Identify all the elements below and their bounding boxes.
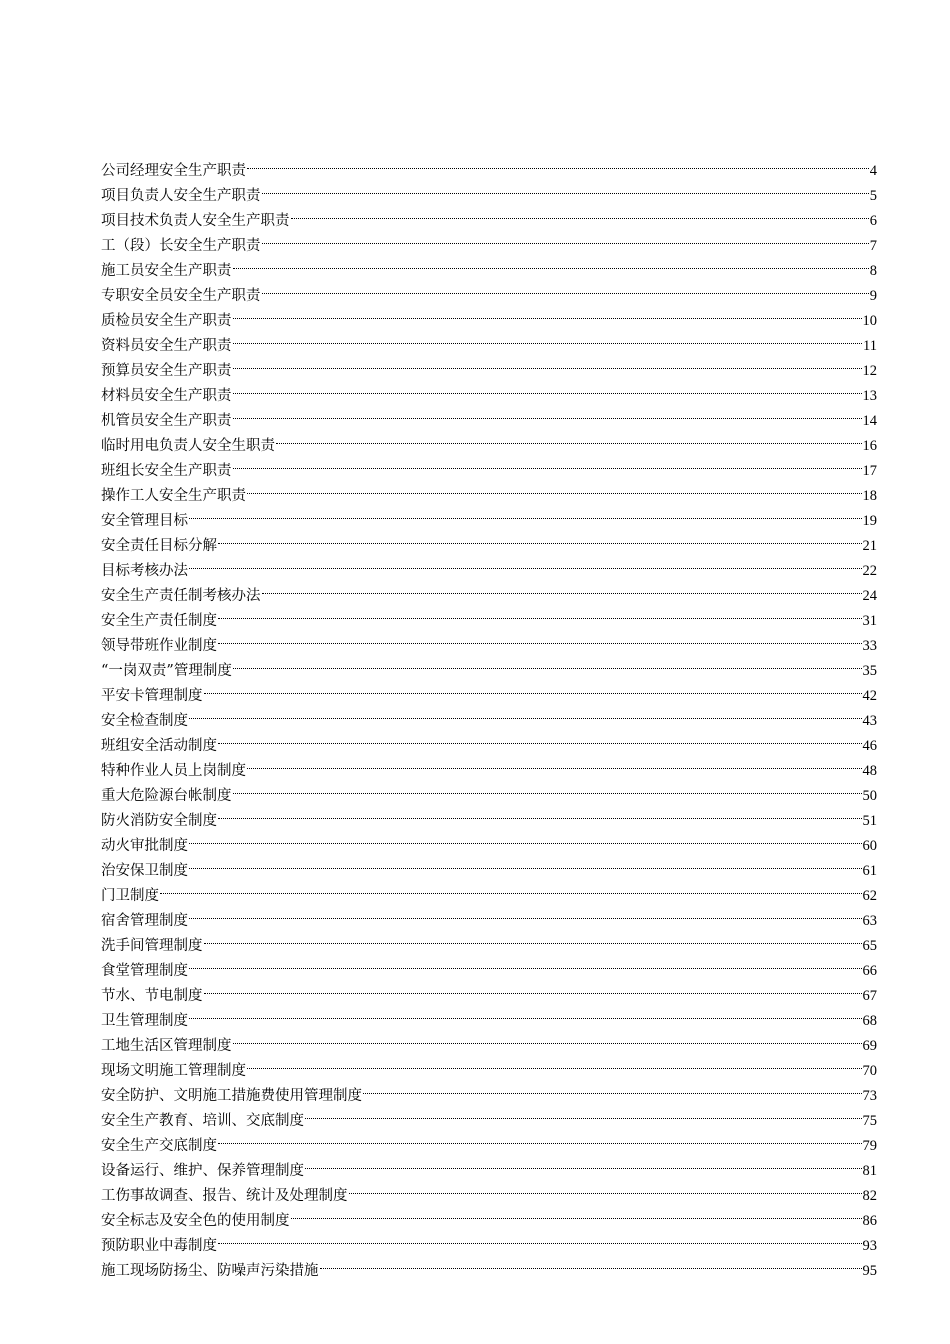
toc-dot-leader [262, 225, 869, 250]
toc-dot-leader [262, 275, 869, 300]
toc-entry-title: 质检员安全生产职责 [101, 313, 232, 329]
toc-dot-leader [189, 1000, 862, 1025]
toc-entry-title: 材料员安全生产职责 [101, 388, 232, 404]
toc-entry-title: 特种作业人员上岗制度 [101, 763, 246, 779]
toc-entry-title: 工（段）长安全生产职责 [101, 238, 261, 254]
toc-entry-page-number: 61 [862, 863, 877, 879]
toc-entry-title: 设备运行、维护、保养管理制度 [101, 1163, 304, 1179]
toc-entry-title: 机管员安全生产职责 [101, 413, 232, 429]
toc-entry-title: 预防职业中毒制度 [101, 1238, 217, 1254]
toc-entry[interactable] [101, 925, 877, 954]
toc-dot-leader [233, 250, 869, 275]
toc-entry-page-number: 24 [862, 588, 877, 604]
toc-entry-page-number: 35 [862, 663, 877, 679]
toc-entry[interactable] [101, 1250, 877, 1279]
toc-dot-leader [204, 975, 862, 1000]
toc-dot-leader [218, 625, 862, 650]
toc-entry[interactable] [101, 825, 877, 854]
toc-entry-page-number: 66 [862, 963, 877, 979]
toc-dot-leader [349, 1175, 862, 1200]
toc-dot-leader [363, 1075, 862, 1100]
toc-entry[interactable] [101, 975, 877, 1004]
toc-entry[interactable] [101, 1000, 877, 1029]
toc-entry-title: 安全标志及安全色的使用制度 [101, 1213, 290, 1229]
toc-entry-title: 目标考核办法 [101, 563, 188, 579]
toc-dot-leader [276, 425, 862, 450]
toc-entry-page-number: 19 [862, 513, 877, 529]
toc-entry[interactable] [101, 525, 877, 554]
toc-entry-title: 工地生活区管理制度 [101, 1038, 232, 1054]
toc-entry[interactable] [101, 1125, 877, 1154]
toc-entry-title: “一岗双责”管理制度 [101, 663, 232, 679]
toc-dot-leader [218, 600, 862, 625]
toc-entry-page-number: 13 [862, 388, 877, 404]
toc-entry[interactable] [101, 1225, 877, 1254]
toc-dot-leader [291, 200, 869, 225]
toc-entry-page-number: 73 [862, 1088, 877, 1104]
toc-entry-title: 项目技术负责人安全生产职责 [101, 213, 290, 229]
toc-dot-leader [218, 1125, 862, 1150]
toc-dot-leader [291, 1200, 862, 1225]
toc-dot-leader [247, 750, 862, 775]
toc-dot-leader [247, 475, 862, 500]
toc-entry[interactable] [101, 725, 877, 754]
toc-entry-page-number: 14 [862, 413, 877, 429]
toc-dot-leader [189, 900, 862, 925]
toc-entry-page-number: 5 [869, 188, 877, 204]
toc-entry[interactable] [101, 550, 877, 579]
toc-entry-page-number: 9 [869, 288, 877, 304]
toc-entry-title: 宿舍管理制度 [101, 913, 188, 929]
toc-entry[interactable] [101, 875, 877, 904]
toc-entry-title: 重大危险源台帐制度 [101, 788, 232, 804]
toc-dot-leader [233, 350, 862, 375]
toc-entry-title: 班组长安全生产职责 [101, 463, 232, 479]
toc-dot-leader [247, 150, 869, 175]
toc-entry-title: 平安卡管理制度 [101, 688, 203, 704]
toc-entry-title: 安全责任目标分解 [101, 538, 217, 554]
toc-entry[interactable] [101, 1150, 877, 1179]
toc-entry-page-number: 33 [862, 638, 877, 654]
toc-entry-title: 卫生管理制度 [101, 1013, 188, 1029]
toc-entry-page-number: 43 [862, 713, 877, 729]
toc-entry[interactable] [101, 900, 877, 929]
toc-entry[interactable] [101, 850, 877, 879]
toc-dot-leader [160, 875, 862, 900]
toc-entry[interactable] [101, 625, 877, 654]
toc-entry-page-number: 46 [862, 738, 877, 754]
toc-entry-page-number: 42 [862, 688, 877, 704]
toc-dot-leader [218, 1225, 862, 1250]
toc-entry-page-number: 21 [862, 538, 877, 554]
toc-dot-leader [233, 1025, 862, 1050]
toc-entry-title: 操作工人安全生产职责 [101, 488, 246, 504]
toc-entry-page-number: 68 [862, 1013, 877, 1029]
toc-entry-page-number: 16 [862, 438, 877, 454]
toc-entry-page-number: 67 [862, 988, 877, 1004]
toc-entry-title: 门卫制度 [101, 888, 159, 904]
toc-entry-page-number: 12 [862, 363, 877, 379]
toc-entry-title: 安全生产责任制度 [101, 613, 217, 629]
toc-entry-page-number: 50 [862, 788, 877, 804]
toc-entry-title: 专职安全员安全生产职责 [101, 288, 261, 304]
toc-dot-leader [305, 1100, 862, 1125]
toc-entry-title: 节水、节电制度 [101, 988, 203, 1004]
toc-dot-leader [233, 650, 862, 675]
toc-entry-page-number: 11 [863, 338, 877, 354]
toc-dot-leader [233, 400, 862, 425]
toc-entry-title: 临时用电负责人安全生职责 [101, 438, 275, 454]
toc-dot-leader [262, 175, 869, 200]
toc-entry-title: 预算员安全生产职责 [101, 363, 232, 379]
toc-dot-leader [204, 925, 862, 950]
toc-dot-leader [189, 850, 862, 875]
toc-entry-page-number: 81 [862, 1163, 877, 1179]
toc-entry-title: 安全生产责任制考核办法 [101, 588, 261, 604]
toc-entry-title: 班组安全活动制度 [101, 738, 217, 754]
toc-entry-title: 安全检查制度 [101, 713, 188, 729]
toc-dot-leader [233, 450, 862, 475]
toc-dot-leader [320, 1250, 862, 1275]
toc-entry-page-number: 22 [862, 563, 877, 579]
toc-entry-title: 资料员安全生产职责 [101, 338, 232, 354]
toc-dot-leader [233, 300, 862, 325]
toc-entry-page-number: 17 [862, 463, 877, 479]
toc-entry-title: 领导带班作业制度 [101, 638, 217, 654]
toc-entry-page-number: 79 [862, 1138, 877, 1154]
toc-entry-page-number: 10 [862, 313, 877, 329]
toc-entry[interactable] [101, 1025, 877, 1054]
toc-dot-leader [204, 675, 862, 700]
toc-entry-title: 施工现场防扬尘、防噪声污染措施 [101, 1263, 319, 1279]
toc-dot-leader [189, 500, 862, 525]
toc-entry-title: 公司经理安全生产职责 [101, 163, 246, 179]
toc-entry-page-number: 31 [862, 613, 877, 629]
toc-entry[interactable] [101, 650, 877, 679]
toc-entry-page-number: 8 [869, 263, 877, 279]
toc-entry-title: 安全生产交底制度 [101, 1138, 217, 1154]
toc-dot-leader [189, 700, 862, 725]
toc-entry-title: 安全管理目标 [101, 513, 188, 529]
toc-entry-page-number: 60 [862, 838, 877, 854]
toc-dot-leader [189, 950, 862, 975]
toc-entry-page-number: 51 [862, 813, 877, 829]
toc-dot-leader [305, 1150, 862, 1175]
toc-entry[interactable] [101, 700, 877, 729]
toc-entry-page-number: 93 [862, 1238, 877, 1254]
toc-dot-leader [233, 325, 863, 350]
toc-entry-title: 动火审批制度 [101, 838, 188, 854]
toc-entry-page-number: 70 [862, 1063, 877, 1079]
toc-entry-page-number: 48 [862, 763, 877, 779]
toc-dot-leader [233, 775, 862, 800]
toc-entry[interactable] [101, 575, 877, 604]
toc-entry-page-number: 86 [862, 1213, 877, 1229]
toc-entry[interactable] [101, 600, 877, 629]
toc-entry-title: 安全防护、文明施工措施费使用管理制度 [101, 1088, 362, 1104]
toc-entry-title: 洗手间管理制度 [101, 938, 203, 954]
toc-entry-page-number: 18 [862, 488, 877, 504]
toc-entry-page-number: 4 [869, 163, 877, 179]
toc-entry-title: 治安保卫制度 [101, 863, 188, 879]
toc-entry-page-number: 95 [862, 1263, 877, 1279]
toc-entry-page-number: 65 [862, 938, 877, 954]
toc-dot-leader [247, 1050, 862, 1075]
toc-entry-page-number: 75 [862, 1113, 877, 1129]
toc-dot-leader [189, 550, 862, 575]
table-of-contents [101, 150, 877, 1279]
toc-entry-title: 工伤事故调查、报告、统计及处理制度 [101, 1188, 348, 1204]
toc-entry-page-number: 62 [862, 888, 877, 904]
toc-entry[interactable] [101, 950, 877, 979]
toc-entry-page-number: 7 [869, 238, 877, 254]
toc-dot-leader [218, 725, 862, 750]
toc-entry-title: 项目负责人安全生产职责 [101, 188, 261, 204]
toc-entry-page-number: 69 [862, 1038, 877, 1054]
toc-entry[interactable] [101, 800, 877, 829]
toc-entry-title: 安全生产教育、培训、交底制度 [101, 1113, 304, 1129]
toc-dot-leader [233, 375, 862, 400]
toc-entry[interactable] [101, 150, 877, 179]
toc-dot-leader [189, 825, 862, 850]
toc-entry-title: 现场文明施工管理制度 [101, 1063, 246, 1079]
toc-entry-page-number: 63 [862, 913, 877, 929]
toc-entry-page-number: 82 [862, 1188, 877, 1204]
toc-entry-title: 食堂管理制度 [101, 963, 188, 979]
toc-entry[interactable] [101, 750, 877, 779]
toc-entry-title: 施工员安全生产职责 [101, 263, 232, 279]
toc-entry-page-number: 6 [869, 213, 877, 229]
toc-dot-leader [262, 575, 862, 600]
toc-dot-leader [218, 525, 862, 550]
toc-dot-leader [218, 800, 862, 825]
toc-entry[interactable] [101, 675, 877, 704]
toc-entry-title: 防火消防安全制度 [101, 813, 217, 829]
toc-entry[interactable] [101, 500, 877, 529]
